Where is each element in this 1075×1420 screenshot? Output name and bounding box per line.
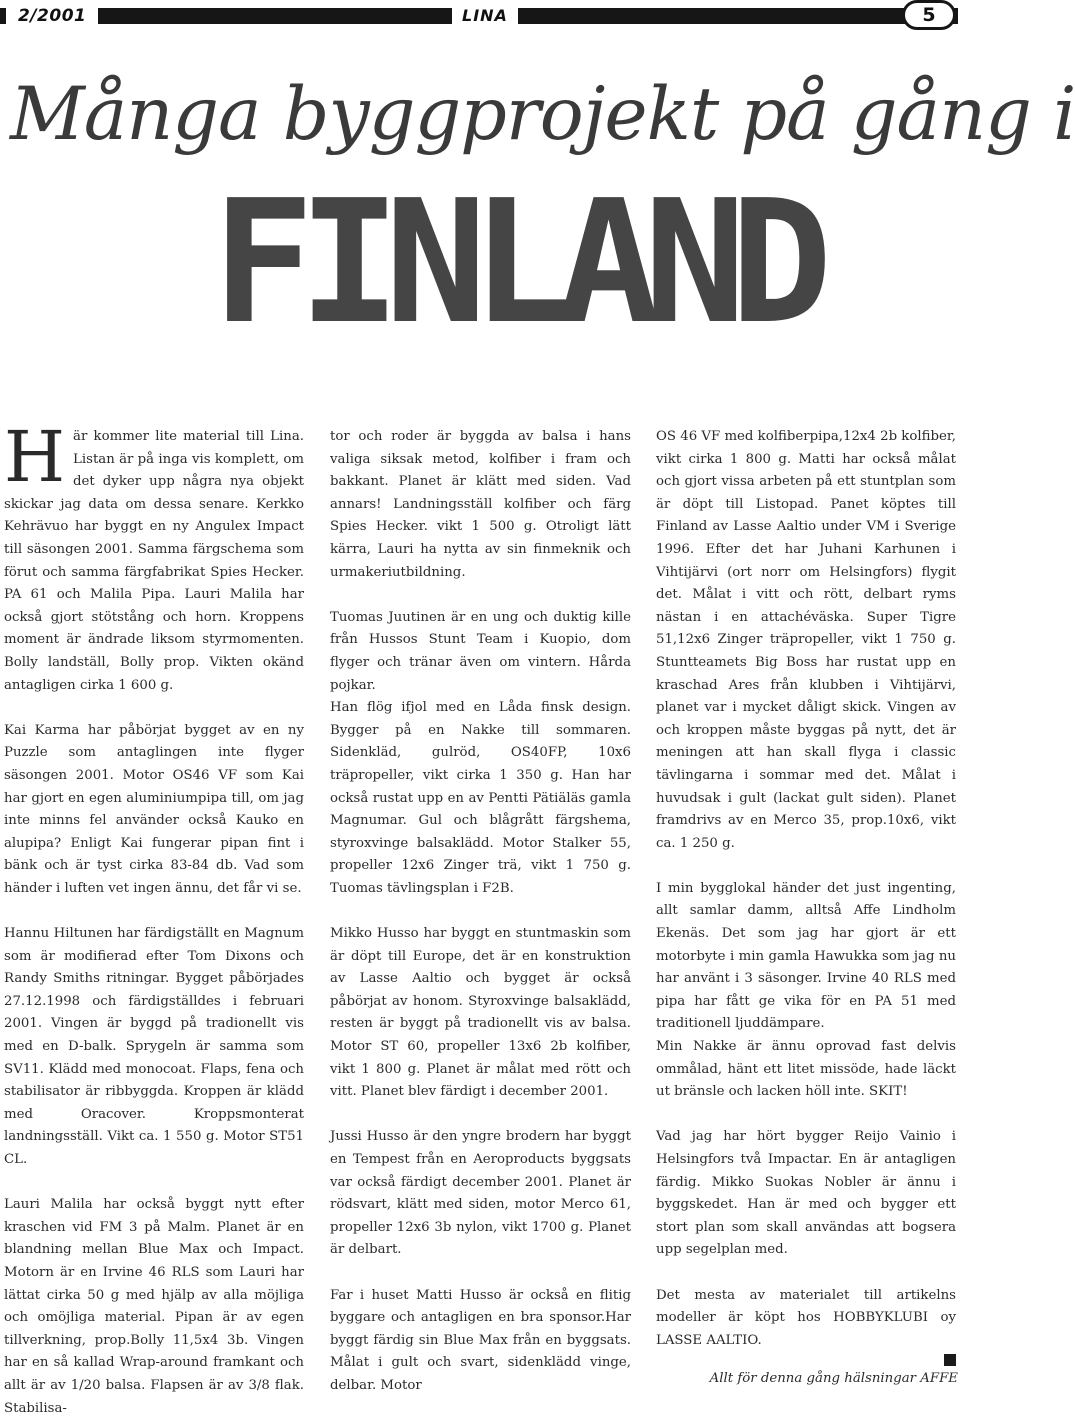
intro-text: är kommer lite material till Lina. Listan är på inga vis komplett, om det dyker upp några nya objekt skickar jag data om dessa senare. Kerkko Kehrävuo har byggt en ny Angulex Impact till säsongen 2001. Samma färgschema som förut och samma färgfabrikat Spies Hecker. PA 61 och Malila Pipa. Lauri Malila har också gjort stötstång och horn. Kroppens moment är ändrade liksom styrmomenten. Bolly landställ, Bolly prop. Vikten okänd antagligen cirka 1 600 g. bbox=[4, 429, 304, 693]
paragraph: Vad jag har hört bygger Reijo Vainio i Helsingfors två Impactar. En är antagligen färdig. Mikko Suokas Nobler är ännu i byggskedet. Han är med och bygger ett stort plan som skall användas att bogsera upp segelplan med. bbox=[656, 1129, 956, 1258]
paragraph: Min Nakke är ännu oprovad fast delvis ommålad, hänt ett litet missöde, hade läckt ut bränsle och lacken höll inte. SKIT! bbox=[656, 1039, 956, 1100]
page-header bbox=[0, 0, 960, 34]
paragraph: Kai Karma har påbörjat bygget av en ny Puzzle som antaglingen inte flyger säsongen 2001. Motor OS46 VF som Kai har gjort en egen aluminiumpipa till, om jag inte minns fel använder också Kauko en alupipa? Enligt Kai fungerar pipan fint i bänk och är tyst cirka 83-84 db. Vad som händer i luften vet ingen ännu, det får vi se. bbox=[4, 722, 304, 896]
intro-paragraph bbox=[4, 416, 304, 697]
headline-line-1: Många byggprojekt på gång i bbox=[10, 72, 1075, 157]
paragraph: Far i huset Matti Husso är också en flitig byggare och antagligen en bra sponsor.Har byggt färdig sin Blue Max från en byggsats. Målat i gult och svart, sidenklädd vinge, delbar. Motor bbox=[330, 1287, 631, 1393]
page-number: 5 bbox=[902, 0, 956, 30]
article-column-3 bbox=[656, 426, 956, 1352]
issue-label: 2/2001 bbox=[6, 2, 98, 30]
paragraph: Mikko Husso har byggt en stuntmaskin som är döpt till Europe, det är en konstruktion av Lasse Aaltio och bygget är också påbörjat av honom. Styroxvinge balsaklädd, resten är byggt på tradionellt vis av balsa. Motor ST 60, propeller 13x6 2b kolfiber, vikt 1 800 g. Planet är målat med rött och vitt. Planet blev färdigt i december 2001. bbox=[330, 926, 631, 1100]
end-of-article-square-icon bbox=[944, 1354, 956, 1366]
paragraph: Hannu Hiltunen har färdigställt en Magnum som är modifierad efter Tom Dixons och Randy Smiths ritningar. Bygget påbörjades 27.12.1998 och färdigställdes i februari 2001. Vingen är byggd på tradionellt vis med en D-balk. Sprygeln är samma som SV11. Klädd med monocoat. Flaps, fena och stabilisator är ribbyggda. Kroppen är klädd med Oracover. Kroppsmonterat landningsställ. Vikt ca. 1 550 g. Motor ST51 CL. bbox=[4, 926, 304, 1167]
article-column-2 bbox=[330, 426, 631, 1398]
paragraph: OS 46 VF med kolfiberpipa,12x4 2b kolfiber, vikt cirka 1 800 g. Matti har också målat och gjort vissa arbeten på ett stuntplan som är döpt till Listopad. Panet köptes till Finland av Lasse Aaltio under VM i Sverige 1996. Efter det har Juhani Karhunen i Vihtijärvi (ort norr om Helsingfors) flygit det. Målat i vitt och rött, delbart ryms nästan i en attachéväska. Super Tigre 51,12x6 Zinger träpropeller, vikt 1 750 g. Stuntteamets Big Boss har rustat upp en kraschad Ares från klubben i Vihtijärvi, planet var i mycket dåligt skick. Vingen av och kroppen måste byggas på nytt, det är meningen att han skall flyga i classic tävlingarna i sommar med det. Målat i huvudsak i gult (lackat gult siden). Planet framdrivs av en Merco 35, prop.10x6, vikt ca. 1 250 g. bbox=[656, 429, 956, 851]
paragraph: Lauri Malila har också byggt nytt efter kraschen vid FM 3 på Malm. Planet är en blandning mellan Blue Max och Impact. Motorn är en Irvine 46 RLS som Lauri har lättat cirka 50 g med hjälp av alla möjliga och omöjliga material. Pipan är av egen tillverkning, prop.Bolly 11,5x4 3b. Vingen har en så kallad Wrap-around framkant och allt är av 1/20 balsa. Flapsen är av 3/8 flak. Stabilisa- bbox=[4, 1197, 304, 1416]
paragraph: I min bygglokal händer det just ingenting, allt samlar damm, alltså Affe Lindholm Ekenäs. Det som jag har gjort är ett motorbyte i min gamla Hawukka som jag nu har använt i 3 säsonger. Irvine 40 RLS med pipa har fått ge vika för en PA 51 med traditionell ljuddämpare. bbox=[656, 880, 956, 1032]
magazine-name: LINA bbox=[452, 2, 518, 30]
paragraph: Tuomas Juutinen är en ung och duktig kille från Hussos Stunt Team i Kuopio, dom flyger och tränar även om vintern. Hårda pojkar. bbox=[330, 609, 631, 693]
paragraph: Jussi Husso är den yngre brodern har byggt en Tempest från en Aeroproducts byggsats var också färdigt december 2001. Planet är rödsvart, klätt med siden, motor Merco 61, propeller 12x6 3b nylon, vikt 1700 g. Planet är delbart. bbox=[330, 1129, 631, 1258]
article-column-1 bbox=[4, 416, 304, 1420]
headline-line-2: FINLAND bbox=[212, 164, 817, 362]
paragraph: Det mesta av materialet till artikelns modeller är köpt hos HOBBYKLUBI oy LASSE AALTIO. bbox=[656, 1287, 956, 1348]
signoff: Allt för denna gång hälsningar AFFE bbox=[709, 1371, 958, 1386]
paragraph: Han flög ifjol med en Låda finsk design. Bygger på en Nakke till sommaren. Sidenkläd, gulröd, OS40FP, 10x6 träpropeller, vikt cirka 1 350 g. Han har också rustat upp en av Pentti Pätiäläs gamla Magnumar. Gul och blågrått färgshema, styroxvinge balsaklädd. Motor Stalker 55, propeller 12x6 Zinger trä, vikt 1 750 g. Tuomas tävlingsplan i F2B. bbox=[330, 700, 631, 896]
drop-cap: H bbox=[4, 416, 66, 498]
paragraph: tor och roder är byggda av balsa i hans valiga siksak metod, kolfiber i fram och bakkant. Planet är klätt med siden. Vad annars! Landningsställ kolfiber och färg Spies Hecker. vikt 1 500 g. Otroligt lätt kärra, Lauri ha nytta av sin finmeknik och urmakeriutbildning. bbox=[330, 429, 631, 580]
